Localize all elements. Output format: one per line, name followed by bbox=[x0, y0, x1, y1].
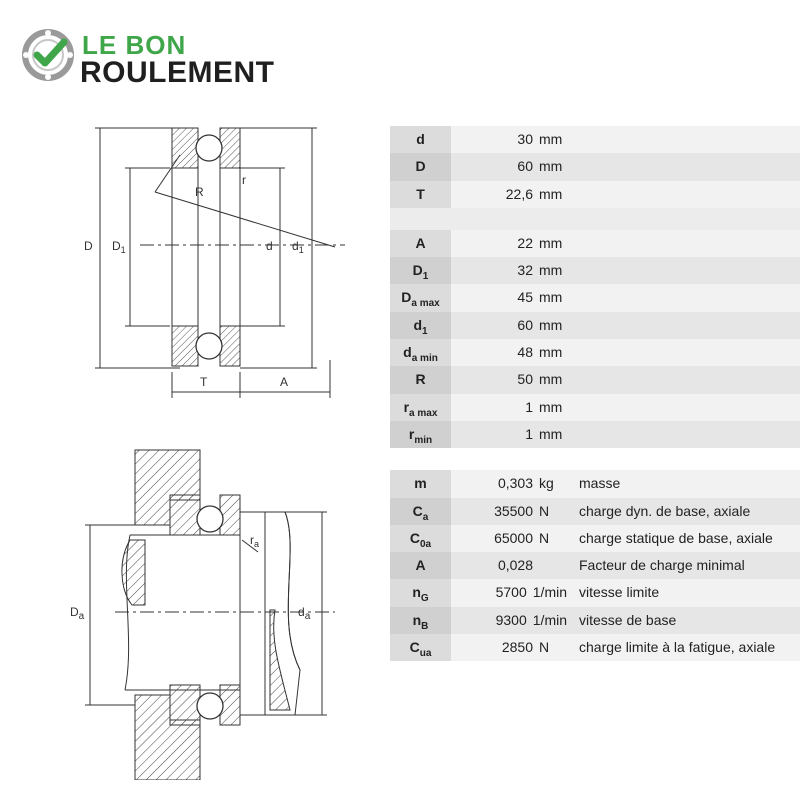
param-symbol: $C_{0a}$ bbox=[390, 525, 451, 552]
param-value: 32 mm bbox=[451, 257, 571, 284]
param-description: charge limite à la fatigue, axiale bbox=[571, 634, 800, 661]
param-symbol: $d_{a min}$ bbox=[390, 339, 451, 366]
table-row bbox=[390, 552, 800, 579]
param-description bbox=[571, 230, 800, 257]
table-row bbox=[390, 394, 800, 421]
table-row bbox=[390, 230, 800, 257]
table-row bbox=[390, 339, 800, 366]
param-description bbox=[571, 257, 800, 284]
svg-text:D1: $D_1$ bbox=[112, 239, 126, 255]
svg-text:Da: $D_a$ bbox=[70, 605, 85, 622]
label-D: D bbox=[84, 239, 93, 253]
table-row bbox=[390, 470, 800, 497]
param-description bbox=[571, 421, 800, 448]
param-value: 60 mm bbox=[451, 153, 571, 180]
table-row bbox=[390, 525, 800, 552]
mounting-drawing bbox=[60, 440, 350, 780]
label-A: A bbox=[280, 375, 289, 389]
table-row bbox=[390, 634, 800, 661]
table-spacer bbox=[390, 448, 800, 470]
param-symbol: $C_{ua}$ bbox=[390, 634, 451, 661]
param-value: 50 mm bbox=[451, 366, 571, 393]
param-description bbox=[571, 126, 800, 153]
param-value: 9300 1/min bbox=[451, 607, 571, 634]
param-value: 35500 N bbox=[451, 498, 571, 525]
param-symbol: $n_B$ bbox=[390, 607, 451, 634]
param-symbol: m bbox=[390, 470, 451, 497]
table-row bbox=[390, 181, 800, 208]
param-symbol: $r_{min}$ bbox=[390, 421, 451, 448]
param-description: charge dyn. de base, axiale bbox=[571, 498, 800, 525]
param-symbol: $C_a$ bbox=[390, 498, 451, 525]
specs-table bbox=[390, 126, 800, 661]
param-symbol: A bbox=[390, 552, 451, 579]
param-description bbox=[571, 181, 800, 208]
table-row bbox=[390, 579, 800, 606]
param-description: vitesse de base bbox=[571, 607, 800, 634]
bearing-check-logo-icon bbox=[22, 28, 76, 82]
table-row bbox=[390, 498, 800, 525]
param-value: 2850 N bbox=[451, 634, 571, 661]
brand-logo bbox=[22, 26, 302, 89]
svg-text:da: $d_a$ bbox=[298, 605, 311, 622]
param-description bbox=[571, 284, 800, 311]
svg-text:ra: $r_a$ bbox=[250, 533, 260, 549]
table-row bbox=[390, 366, 800, 393]
param-description: charge statique de base, axiale bbox=[571, 525, 800, 552]
param-symbol: d bbox=[390, 126, 451, 153]
param-value: 0,028 bbox=[451, 552, 571, 579]
bearing-dimension-drawing bbox=[70, 110, 360, 410]
param-description bbox=[571, 339, 800, 366]
param-description bbox=[571, 366, 800, 393]
table-row bbox=[390, 284, 800, 311]
table-row bbox=[390, 421, 800, 448]
param-value: 1 mm bbox=[451, 421, 571, 448]
param-symbol: $r_{a max}$ bbox=[390, 394, 451, 421]
param-description bbox=[571, 312, 800, 339]
label-r: r bbox=[242, 173, 246, 187]
svg-text:d1: $d_1$ bbox=[292, 239, 304, 255]
param-symbol: D bbox=[390, 153, 451, 180]
table-row bbox=[390, 312, 800, 339]
param-value: 48 mm bbox=[451, 339, 571, 366]
param-value: 1 mm bbox=[451, 394, 571, 421]
label-T: T bbox=[200, 375, 208, 389]
table-row bbox=[390, 607, 800, 634]
param-symbol: $D_1$ bbox=[390, 257, 451, 284]
param-symbol: $d_1$ bbox=[390, 312, 451, 339]
param-value: 22,6 mm bbox=[451, 181, 571, 208]
label-d: d bbox=[266, 239, 273, 253]
param-symbol: T bbox=[390, 181, 451, 208]
param-description: Facteur de charge minimal bbox=[571, 552, 800, 579]
param-symbol: $D_{a max}$ bbox=[390, 284, 451, 311]
table-row bbox=[390, 153, 800, 180]
param-description: masse bbox=[571, 470, 800, 497]
param-description bbox=[571, 153, 800, 180]
logo-line2: ROULEMENT bbox=[80, 56, 275, 89]
table-row bbox=[390, 126, 800, 153]
param-description: vitesse limite bbox=[571, 579, 800, 606]
param-value: 5700 1/min bbox=[451, 579, 571, 606]
param-value: 22 mm bbox=[451, 230, 571, 257]
param-value: 45 mm bbox=[451, 284, 571, 311]
table-row bbox=[390, 257, 800, 284]
param-value: 60 mm bbox=[451, 312, 571, 339]
param-value: 0,303 kg bbox=[451, 470, 571, 497]
label-R: R bbox=[195, 185, 204, 199]
param-symbol: $n_G$ bbox=[390, 579, 451, 606]
param-description bbox=[571, 394, 800, 421]
param-symbol: A bbox=[390, 230, 451, 257]
table-spacer bbox=[390, 208, 800, 230]
param-symbol: R bbox=[390, 366, 451, 393]
param-value: 65000 N bbox=[451, 525, 571, 552]
param-value: 30 mm bbox=[451, 126, 571, 153]
logo-line1: LE BON bbox=[82, 30, 187, 60]
